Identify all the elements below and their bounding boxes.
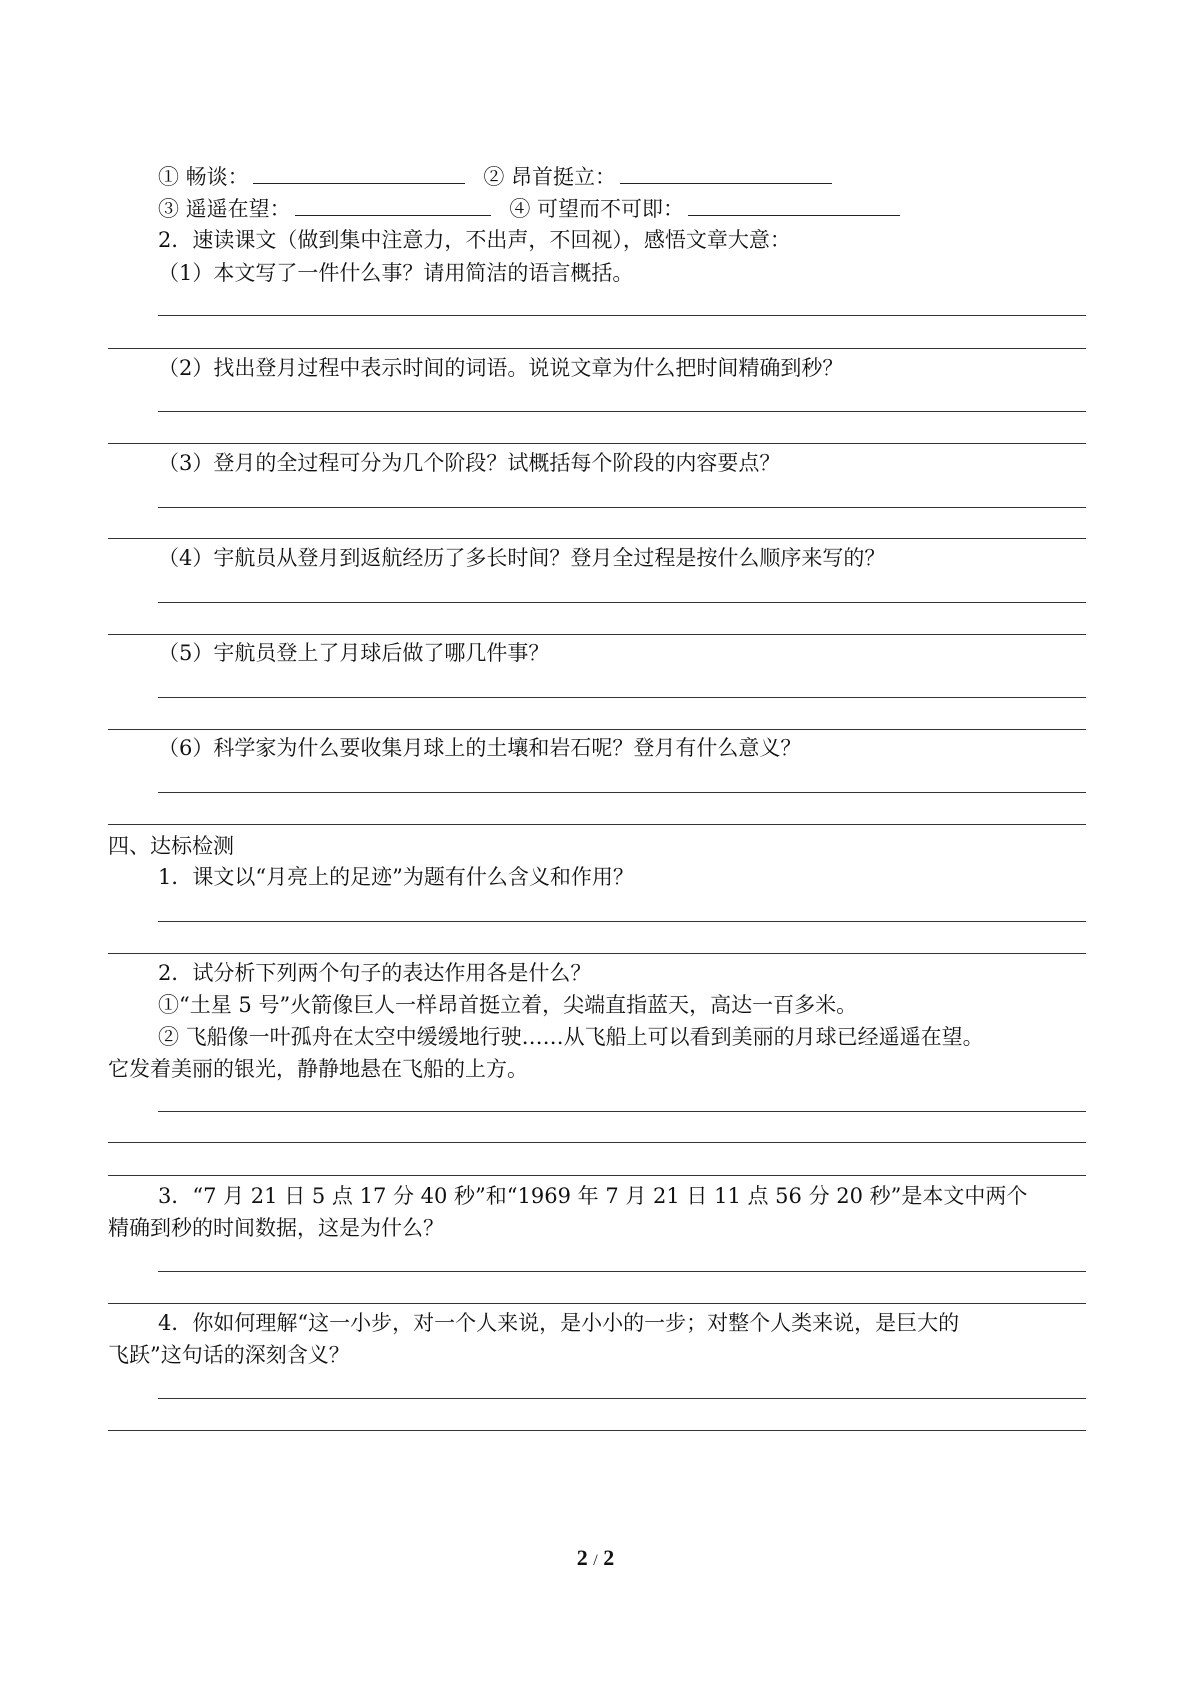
answer-line[interactable] [158,602,1086,603]
test-question-3-continued: 精确到秒的时间数据，这是为什么？ [108,1216,444,1240]
vocab-item-3: ③ 遥遥在望： [158,197,291,221]
sentence-2-continued: 它发着美丽的银光，静静地悬在飞船的上方。 [108,1057,528,1081]
vocab-item-2: ② 昂首挺立： [483,165,617,189]
vocab-row-2 [158,193,912,224]
sub-question-5: （5）宇航员登上了月球后做了哪几件事？ [158,641,550,665]
test-question-1: 1．课文以“月亮上的足迹”为题有什么含义和作用？ [158,865,634,889]
test-question-3: 3．“7 月 21 日 5 点 17 分 40 秒”和“1969 年 7 月 21 日 11 点 56 分 20 秒”是本文中两个 [158,1184,1028,1208]
sub-question-3: （3）登月的全过程可分为几个阶段？试概括每个阶段的内容要点？ [158,451,781,475]
answer-line[interactable] [158,315,1086,316]
vocab-blank-4[interactable] [688,193,900,216]
vocab-blank-3[interactable] [295,193,491,216]
answer-line[interactable] [158,1398,1086,1399]
answer-line[interactable] [108,1142,1086,1143]
answer-line[interactable] [158,411,1086,412]
page-current: 2 [576,1545,588,1570]
answer-line[interactable] [108,538,1086,539]
answer-line[interactable] [108,348,1086,349]
sentence-2: ② 飞船像一叶孤舟在太空中缓缓地行驶……从飞船上可以看到美丽的月球已经遥遥在望。 [158,1025,984,1049]
answer-line[interactable] [158,1111,1086,1112]
vocab-blank-2[interactable] [620,161,832,184]
answer-line[interactable] [158,507,1086,508]
answer-line[interactable] [158,921,1086,922]
test-question-4: 4．你如何理解“这一小步，对一个人来说，是小小的一步；对整个人类来说，是巨大的 [158,1311,960,1335]
answer-line[interactable] [108,1430,1086,1431]
answer-line[interactable] [108,1175,1086,1176]
answer-line[interactable] [108,634,1086,635]
question-2-prompt: 2．速读课文（做到集中注意力，不出声，不回视），感悟文章大意： [158,228,791,252]
page-number [0,1545,1191,1571]
vocab-item-4: ④ 可望而不可即： [509,197,685,221]
page-total: 2 [603,1545,615,1570]
page-separator: / [593,1552,598,1569]
section-4-heading: 四、达标检测 [108,834,234,858]
sub-question-2: （2）找出登月过程中表示时间的词语。说说文章为什么把时间精确到秒？ [158,356,844,380]
test-question-2: 2．试分析下列两个句子的表达作用各是什么？ [158,961,592,985]
answer-line[interactable] [158,792,1086,793]
test-question-4-continued: 飞跃”这句话的深刻含义？ [108,1343,350,1367]
answer-line[interactable] [108,824,1086,825]
answer-line[interactable] [108,729,1086,730]
vocab-blank-1[interactable] [253,161,465,184]
answer-line[interactable] [108,443,1086,444]
answer-line[interactable] [158,1271,1086,1272]
answer-line[interactable] [108,1303,1086,1304]
sentence-1: ①“土星 5 号”火箭像巨人一样昂首挺立着，尖端直指蓝天，高达一百多米。 [158,993,858,1017]
sub-question-4: （4）宇航员从登月到返航经历了多长时间？登月全过程是按什么顺序来写的？ [158,546,886,570]
vocab-row-1 [158,161,844,192]
answer-line[interactable] [108,953,1086,954]
sub-question-6: （6）科学家为什么要收集月球上的土壤和岩石呢？登月有什么意义？ [158,736,802,760]
sub-question-1: （1）本文写了一件什么事？请用简洁的语言概括。 [158,261,634,285]
vocab-item-1: ① 畅谈： [158,165,249,189]
answer-line[interactable] [158,697,1086,698]
